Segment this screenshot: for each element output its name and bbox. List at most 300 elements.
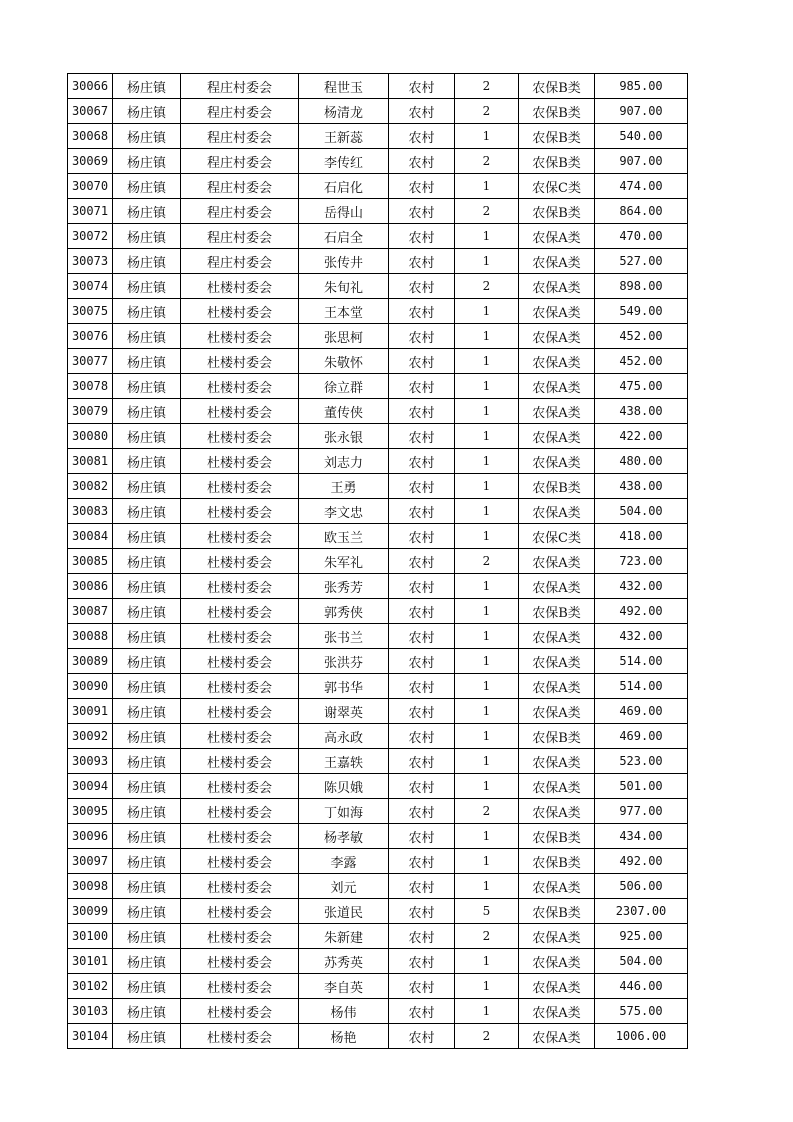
area-type-cell: 农村 (389, 499, 455, 524)
amount-cell: 446.00 (595, 974, 688, 999)
area-type-cell: 农村 (389, 399, 455, 424)
area-type-cell: 农村 (389, 524, 455, 549)
record-id-cell: 30086 (68, 574, 113, 599)
table-row (68, 199, 688, 224)
area-type-cell: 农村 (389, 124, 455, 149)
amount-cell: 469.00 (595, 699, 688, 724)
area-type-cell: 农村 (389, 774, 455, 799)
area-type-cell: 农村 (389, 874, 455, 899)
household-count-cell: 1 (455, 874, 519, 899)
person-name-cell: 王勇 (299, 474, 389, 499)
record-id-cell: 30085 (68, 549, 113, 574)
area-type-cell: 农村 (389, 649, 455, 674)
area-type-cell: 农村 (389, 749, 455, 774)
person-name-cell: 王本堂 (299, 299, 389, 324)
person-name-cell: 张洪芬 (299, 649, 389, 674)
table-row (68, 499, 688, 524)
village-committee-cell: 杜楼村委会 (181, 724, 299, 749)
town-cell: 杨庄镇 (113, 999, 181, 1024)
town-cell: 杨庄镇 (113, 299, 181, 324)
village-committee-cell: 杜楼村委会 (181, 624, 299, 649)
insurance-category-cell: 农保A类 (519, 924, 595, 949)
person-name-cell: 石启全 (299, 224, 389, 249)
person-name-cell: 李文忠 (299, 499, 389, 524)
record-id-cell: 30076 (68, 324, 113, 349)
household-count-cell: 2 (455, 799, 519, 824)
insurance-category-cell: 农保B类 (519, 99, 595, 124)
town-cell: 杨庄镇 (113, 699, 181, 724)
village-committee-cell: 程庄村委会 (181, 124, 299, 149)
table-row (68, 749, 688, 774)
town-cell: 杨庄镇 (113, 274, 181, 299)
insurance-category-cell: 农保A类 (519, 574, 595, 599)
record-id-cell: 30070 (68, 174, 113, 199)
area-type-cell: 农村 (389, 199, 455, 224)
table-row (68, 674, 688, 699)
person-name-cell: 杨清龙 (299, 99, 389, 124)
village-committee-cell: 杜楼村委会 (181, 699, 299, 724)
amount-cell: 540.00 (595, 124, 688, 149)
area-type-cell: 农村 (389, 274, 455, 299)
area-type-cell: 农村 (389, 74, 455, 99)
record-id-cell: 30067 (68, 99, 113, 124)
person-name-cell: 陈贝娥 (299, 774, 389, 799)
town-cell: 杨庄镇 (113, 549, 181, 574)
table-body (68, 74, 688, 1049)
area-type-cell: 农村 (389, 374, 455, 399)
village-committee-cell: 杜楼村委会 (181, 549, 299, 574)
table-row (68, 399, 688, 424)
village-committee-cell: 程庄村委会 (181, 99, 299, 124)
insurance-category-cell: 农保C类 (519, 524, 595, 549)
record-id-cell: 30084 (68, 524, 113, 549)
village-committee-cell: 杜楼村委会 (181, 649, 299, 674)
household-count-cell: 1 (455, 749, 519, 774)
amount-cell: 422.00 (595, 424, 688, 449)
person-name-cell: 杨艳 (299, 1024, 389, 1049)
town-cell: 杨庄镇 (113, 724, 181, 749)
beneficiary-table (67, 73, 688, 1049)
record-id-cell: 30103 (68, 999, 113, 1024)
insurance-category-cell: 农保C类 (519, 174, 595, 199)
household-count-cell: 1 (455, 999, 519, 1024)
amount-cell: 985.00 (595, 74, 688, 99)
amount-cell: 434.00 (595, 824, 688, 849)
insurance-category-cell: 农保B类 (519, 124, 595, 149)
table-row (68, 374, 688, 399)
insurance-category-cell: 农保B类 (519, 899, 595, 924)
record-id-cell: 30072 (68, 224, 113, 249)
village-committee-cell: 杜楼村委会 (181, 574, 299, 599)
record-id-cell: 30083 (68, 499, 113, 524)
town-cell: 杨庄镇 (113, 824, 181, 849)
insurance-category-cell: 农保A类 (519, 624, 595, 649)
area-type-cell: 农村 (389, 599, 455, 624)
area-type-cell: 农村 (389, 324, 455, 349)
town-cell: 杨庄镇 (113, 224, 181, 249)
amount-cell: 438.00 (595, 399, 688, 424)
town-cell: 杨庄镇 (113, 849, 181, 874)
town-cell: 杨庄镇 (113, 324, 181, 349)
village-committee-cell: 程庄村委会 (181, 199, 299, 224)
table-row (68, 949, 688, 974)
amount-cell: 475.00 (595, 374, 688, 399)
amount-cell: 452.00 (595, 349, 688, 374)
village-committee-cell: 程庄村委会 (181, 74, 299, 99)
town-cell: 杨庄镇 (113, 99, 181, 124)
village-committee-cell: 杜楼村委会 (181, 874, 299, 899)
amount-cell: 575.00 (595, 999, 688, 1024)
table-row (68, 449, 688, 474)
insurance-category-cell: 农保A类 (519, 424, 595, 449)
record-id-cell: 30098 (68, 874, 113, 899)
area-type-cell: 农村 (389, 849, 455, 874)
record-id-cell: 30089 (68, 649, 113, 674)
table-row (68, 74, 688, 99)
household-count-cell: 1 (455, 124, 519, 149)
insurance-category-cell: 农保B类 (519, 849, 595, 874)
amount-cell: 506.00 (595, 874, 688, 899)
insurance-category-cell: 农保A类 (519, 874, 595, 899)
town-cell: 杨庄镇 (113, 874, 181, 899)
insurance-category-cell: 农保A类 (519, 249, 595, 274)
town-cell: 杨庄镇 (113, 249, 181, 274)
record-id-cell: 30104 (68, 1024, 113, 1049)
household-count-cell: 1 (455, 324, 519, 349)
amount-cell: 432.00 (595, 574, 688, 599)
table-row (68, 774, 688, 799)
village-committee-cell: 杜楼村委会 (181, 424, 299, 449)
household-count-cell: 2 (455, 1024, 519, 1049)
household-count-cell: 1 (455, 474, 519, 499)
insurance-category-cell: 农保A类 (519, 999, 595, 1024)
record-id-cell: 30068 (68, 124, 113, 149)
person-name-cell: 张秀芳 (299, 574, 389, 599)
table-row (68, 349, 688, 374)
amount-cell: 2307.00 (595, 899, 688, 924)
town-cell: 杨庄镇 (113, 349, 181, 374)
table-row (68, 824, 688, 849)
amount-cell: 492.00 (595, 849, 688, 874)
table-row (68, 299, 688, 324)
amount-cell: 504.00 (595, 949, 688, 974)
village-committee-cell: 杜楼村委会 (181, 799, 299, 824)
table-row (68, 799, 688, 824)
table-row (68, 99, 688, 124)
household-count-cell: 1 (455, 699, 519, 724)
area-type-cell: 农村 (389, 924, 455, 949)
area-type-cell: 农村 (389, 699, 455, 724)
person-name-cell: 李自英 (299, 974, 389, 999)
record-id-cell: 30101 (68, 949, 113, 974)
area-type-cell: 农村 (389, 949, 455, 974)
town-cell: 杨庄镇 (113, 1024, 181, 1049)
area-type-cell: 农村 (389, 249, 455, 274)
record-id-cell: 30071 (68, 199, 113, 224)
area-type-cell: 农村 (389, 624, 455, 649)
town-cell: 杨庄镇 (113, 399, 181, 424)
table-row (68, 149, 688, 174)
household-count-cell: 2 (455, 149, 519, 174)
amount-cell: 501.00 (595, 774, 688, 799)
record-id-cell: 30099 (68, 899, 113, 924)
record-id-cell: 30087 (68, 599, 113, 624)
table-row (68, 224, 688, 249)
area-type-cell: 农村 (389, 724, 455, 749)
insurance-category-cell: 农保B类 (519, 724, 595, 749)
household-count-cell: 2 (455, 99, 519, 124)
table-row (68, 924, 688, 949)
town-cell: 杨庄镇 (113, 199, 181, 224)
person-name-cell: 朱军礼 (299, 549, 389, 574)
household-count-cell: 1 (455, 599, 519, 624)
table-row (68, 599, 688, 624)
amount-cell: 504.00 (595, 499, 688, 524)
household-count-cell: 2 (455, 274, 519, 299)
village-committee-cell: 程庄村委会 (181, 224, 299, 249)
table-row (68, 124, 688, 149)
record-id-cell: 30077 (68, 349, 113, 374)
person-name-cell: 苏秀英 (299, 949, 389, 974)
household-count-cell: 1 (455, 974, 519, 999)
table-row (68, 249, 688, 274)
village-committee-cell: 杜楼村委会 (181, 599, 299, 624)
town-cell: 杨庄镇 (113, 674, 181, 699)
person-name-cell: 丁如海 (299, 799, 389, 824)
record-id-cell: 30088 (68, 624, 113, 649)
person-name-cell: 李传红 (299, 149, 389, 174)
insurance-category-cell: 农保B类 (519, 199, 595, 224)
record-id-cell: 30075 (68, 299, 113, 324)
village-committee-cell: 杜楼村委会 (181, 924, 299, 949)
amount-cell: 523.00 (595, 749, 688, 774)
amount-cell: 898.00 (595, 274, 688, 299)
table-row (68, 649, 688, 674)
person-name-cell: 高永政 (299, 724, 389, 749)
record-id-cell: 30090 (68, 674, 113, 699)
amount-cell: 549.00 (595, 299, 688, 324)
table-row (68, 999, 688, 1024)
town-cell: 杨庄镇 (113, 899, 181, 924)
person-name-cell: 王新蕊 (299, 124, 389, 149)
person-name-cell: 刘志力 (299, 449, 389, 474)
village-committee-cell: 杜楼村委会 (181, 999, 299, 1024)
record-id-cell: 30093 (68, 749, 113, 774)
village-committee-cell: 杜楼村委会 (181, 974, 299, 999)
record-id-cell: 30097 (68, 849, 113, 874)
record-id-cell: 30091 (68, 699, 113, 724)
table-row (68, 724, 688, 749)
person-name-cell: 李露 (299, 849, 389, 874)
person-name-cell: 郭秀侠 (299, 599, 389, 624)
amount-cell: 977.00 (595, 799, 688, 824)
village-committee-cell: 程庄村委会 (181, 174, 299, 199)
household-count-cell: 1 (455, 724, 519, 749)
amount-cell: 864.00 (595, 199, 688, 224)
village-committee-cell: 杜楼村委会 (181, 299, 299, 324)
household-count-cell: 1 (455, 449, 519, 474)
town-cell: 杨庄镇 (113, 449, 181, 474)
record-id-cell: 30078 (68, 374, 113, 399)
village-committee-cell: 杜楼村委会 (181, 449, 299, 474)
person-name-cell: 欧玉兰 (299, 524, 389, 549)
village-committee-cell: 杜楼村委会 (181, 849, 299, 874)
town-cell: 杨庄镇 (113, 574, 181, 599)
household-count-cell: 1 (455, 949, 519, 974)
insurance-category-cell: 农保B类 (519, 149, 595, 174)
household-count-cell: 1 (455, 399, 519, 424)
insurance-category-cell: 农保A类 (519, 749, 595, 774)
area-type-cell: 农村 (389, 824, 455, 849)
record-id-cell: 30080 (68, 424, 113, 449)
household-count-cell: 1 (455, 349, 519, 374)
record-id-cell: 30074 (68, 274, 113, 299)
table-row (68, 849, 688, 874)
area-type-cell: 农村 (389, 899, 455, 924)
table-row (68, 174, 688, 199)
person-name-cell: 杨伟 (299, 999, 389, 1024)
village-committee-cell: 杜楼村委会 (181, 274, 299, 299)
table-row (68, 624, 688, 649)
amount-cell: 925.00 (595, 924, 688, 949)
insurance-category-cell: 农保A类 (519, 399, 595, 424)
household-count-cell: 1 (455, 424, 519, 449)
table-row (68, 524, 688, 549)
area-type-cell: 农村 (389, 149, 455, 174)
record-id-cell: 30073 (68, 249, 113, 274)
village-committee-cell: 杜楼村委会 (181, 824, 299, 849)
person-name-cell: 董传侠 (299, 399, 389, 424)
village-committee-cell: 杜楼村委会 (181, 949, 299, 974)
household-count-cell: 1 (455, 249, 519, 274)
household-count-cell: 1 (455, 174, 519, 199)
person-name-cell: 杨孝敏 (299, 824, 389, 849)
area-type-cell: 农村 (389, 299, 455, 324)
table-row (68, 974, 688, 999)
amount-cell: 418.00 (595, 524, 688, 549)
record-id-cell: 30094 (68, 774, 113, 799)
area-type-cell: 农村 (389, 449, 455, 474)
town-cell: 杨庄镇 (113, 799, 181, 824)
amount-cell: 1006.00 (595, 1024, 688, 1049)
amount-cell: 907.00 (595, 99, 688, 124)
town-cell: 杨庄镇 (113, 474, 181, 499)
record-id-cell: 30069 (68, 149, 113, 174)
insurance-category-cell: 农保A类 (519, 974, 595, 999)
insurance-category-cell: 农保A类 (519, 449, 595, 474)
insurance-category-cell: 农保A类 (519, 374, 595, 399)
insurance-category-cell: 农保A类 (519, 224, 595, 249)
household-count-cell: 1 (455, 849, 519, 874)
village-committee-cell: 程庄村委会 (181, 249, 299, 274)
amount-cell: 474.00 (595, 174, 688, 199)
town-cell: 杨庄镇 (113, 499, 181, 524)
record-id-cell: 30082 (68, 474, 113, 499)
area-type-cell: 农村 (389, 174, 455, 199)
insurance-category-cell: 农保A类 (519, 774, 595, 799)
town-cell: 杨庄镇 (113, 374, 181, 399)
person-name-cell: 张书兰 (299, 624, 389, 649)
amount-cell: 492.00 (595, 599, 688, 624)
town-cell: 杨庄镇 (113, 624, 181, 649)
town-cell: 杨庄镇 (113, 174, 181, 199)
person-name-cell: 谢翠英 (299, 699, 389, 724)
insurance-category-cell: 农保B类 (519, 74, 595, 99)
table-row (68, 699, 688, 724)
person-name-cell: 石启化 (299, 174, 389, 199)
table-row (68, 574, 688, 599)
area-type-cell: 农村 (389, 549, 455, 574)
village-committee-cell: 杜楼村委会 (181, 899, 299, 924)
amount-cell: 470.00 (595, 224, 688, 249)
household-count-cell: 1 (455, 649, 519, 674)
record-id-cell: 30096 (68, 824, 113, 849)
amount-cell: 723.00 (595, 549, 688, 574)
insurance-category-cell: 农保A类 (519, 349, 595, 374)
person-name-cell: 刘元 (299, 874, 389, 899)
household-count-cell: 2 (455, 199, 519, 224)
person-name-cell: 张永银 (299, 424, 389, 449)
area-type-cell: 农村 (389, 799, 455, 824)
person-name-cell: 朱敬怀 (299, 349, 389, 374)
village-committee-cell: 程庄村委会 (181, 149, 299, 174)
town-cell: 杨庄镇 (113, 924, 181, 949)
amount-cell: 452.00 (595, 324, 688, 349)
insurance-category-cell: 农保A类 (519, 549, 595, 574)
village-committee-cell: 杜楼村委会 (181, 474, 299, 499)
person-name-cell: 朱新建 (299, 924, 389, 949)
household-count-cell: 2 (455, 924, 519, 949)
amount-cell: 527.00 (595, 249, 688, 274)
area-type-cell: 农村 (389, 999, 455, 1024)
household-count-cell: 1 (455, 824, 519, 849)
table-row (68, 1024, 688, 1049)
village-committee-cell: 杜楼村委会 (181, 1024, 299, 1049)
insurance-category-cell: 农保B类 (519, 824, 595, 849)
insurance-category-cell: 农保B类 (519, 599, 595, 624)
village-committee-cell: 杜楼村委会 (181, 324, 299, 349)
village-committee-cell: 杜楼村委会 (181, 774, 299, 799)
insurance-category-cell: 农保A类 (519, 274, 595, 299)
insurance-category-cell: 农保A类 (519, 799, 595, 824)
area-type-cell: 农村 (389, 424, 455, 449)
record-id-cell: 30092 (68, 724, 113, 749)
amount-cell: 438.00 (595, 474, 688, 499)
person-name-cell: 徐立群 (299, 374, 389, 399)
table-row (68, 424, 688, 449)
area-type-cell: 农村 (389, 674, 455, 699)
amount-cell: 514.00 (595, 649, 688, 674)
town-cell: 杨庄镇 (113, 774, 181, 799)
town-cell: 杨庄镇 (113, 749, 181, 774)
insurance-category-cell: 农保A类 (519, 649, 595, 674)
household-count-cell: 1 (455, 674, 519, 699)
household-count-cell: 1 (455, 624, 519, 649)
town-cell: 杨庄镇 (113, 949, 181, 974)
village-committee-cell: 杜楼村委会 (181, 674, 299, 699)
household-count-cell: 2 (455, 74, 519, 99)
household-count-cell: 5 (455, 899, 519, 924)
person-name-cell: 张道民 (299, 899, 389, 924)
household-count-cell: 1 (455, 774, 519, 799)
town-cell: 杨庄镇 (113, 599, 181, 624)
household-count-cell: 1 (455, 524, 519, 549)
person-name-cell: 张思柯 (299, 324, 389, 349)
person-name-cell: 郭书华 (299, 674, 389, 699)
village-committee-cell: 杜楼村委会 (181, 499, 299, 524)
village-committee-cell: 杜楼村委会 (181, 349, 299, 374)
amount-cell: 469.00 (595, 724, 688, 749)
